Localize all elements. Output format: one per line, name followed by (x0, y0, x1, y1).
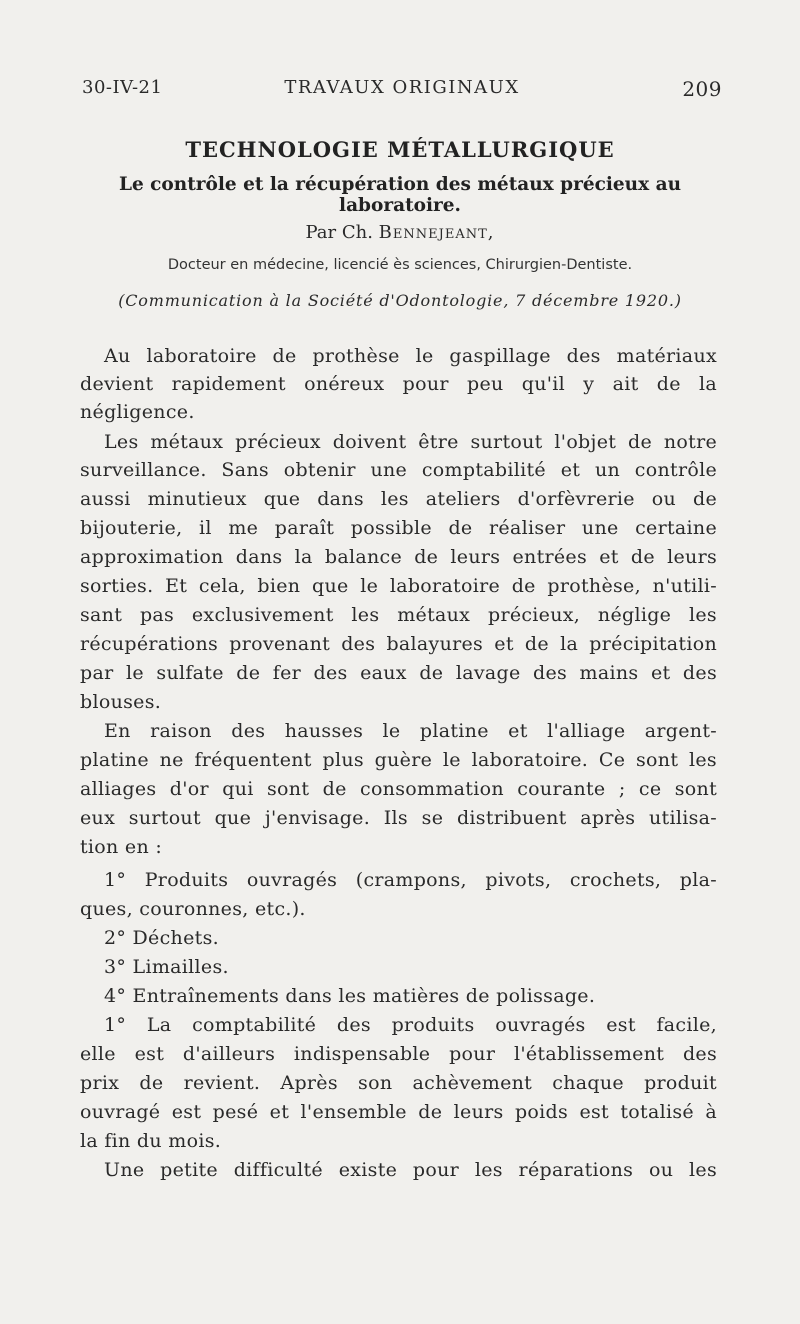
body-line: platine ne fréquentent plus guère le laboratoire. Ce sont les (80, 749, 717, 771)
body-line: En raison des hausses le platine et l'alliage argent- (104, 720, 717, 742)
body-line: ques, couronnes, etc.). (80, 898, 306, 920)
body-line: 4° Entraînements dans les matières de polissage. (104, 985, 596, 1007)
body-line: Au laboratoire de prothèse le gaspillage des matériaux (104, 345, 717, 367)
body-line: Les métaux précieux doivent être surtout l'objet de notre (104, 431, 717, 453)
body-line: la fin du mois. (80, 1130, 222, 1152)
body-line: tion en : (80, 836, 163, 858)
body-line: par le sulfate de fer des eaux de lavage des mains et des (80, 662, 717, 684)
body-line: aussi minutieux que dans les ateliers d'orfèvrerie ou de (80, 488, 717, 510)
body-line: négligence. (80, 401, 195, 423)
body-line: Une petite difficulté existe pour les réparations ou les (104, 1159, 717, 1181)
header-section: TRAVAUX ORIGINAUX (284, 77, 520, 98)
body-line: 3° Limailles. (104, 956, 229, 978)
body-line: prix de revient. Après son achèvement chaque produit (80, 1072, 717, 1094)
byline-prefix: Par Ch. (305, 222, 373, 243)
body-line: 1° La comptabilité des produits ouvragés est facile, (104, 1014, 717, 1036)
body-line: sorties. Et cela, bien que le laboratoire de prothèse, n'utili- (80, 575, 717, 597)
body-line: approximation dans la balance de leurs entrées et de leurs (80, 546, 717, 568)
body-line: eux surtout que j'envisage. Ils se distribuent après utilisa- (80, 807, 717, 829)
body-line: bijouterie, il me paraît possible de réaliser une certaine (80, 517, 717, 539)
body-line: elle est d'ailleurs indispensable pour l'établissement des (80, 1043, 717, 1065)
article-title: Le contrôle et la récupération des métaux précieux au laboratoire. (118, 174, 682, 216)
communication-note: (Communication à la Société d'Odontologie, 7 décembre 1920.) (118, 291, 682, 310)
body-line: devient rapidement onéreux pour peu qu'il y ait de la (80, 373, 717, 395)
body-line: blouses. (80, 691, 162, 713)
body-line: 2° Déchets. (104, 927, 219, 949)
running-header (82, 77, 722, 103)
body-line: sant pas exclusivement les métaux précieux, néglige les (80, 604, 717, 626)
body-line: 1° Produits ouvragés (crampons, pivots, crochets, pla- (104, 869, 717, 891)
body-line: alliages d'or qui sont de consommation courante ; ce sont (80, 778, 717, 800)
byline (0, 222, 800, 243)
page-number: 209 (682, 77, 722, 101)
body-line: récupérations provenant des balayures et de la précipitation (80, 633, 717, 655)
section-title: TECHNOLOGIE MÉTALLURGIQUE (185, 137, 615, 162)
author-credentials: Docteur en médecine, licencié ès sciences, Chirurgien-Dentiste. (167, 257, 633, 273)
body-line: surveillance. Sans obtenir une comptabilité et un contrôle (80, 459, 717, 481)
author-name: Bennejeant, (378, 222, 495, 243)
body-line: ouvragé est pesé et l'ensemble de leurs poids est totalisé à (80, 1101, 717, 1123)
header-date: 30-IV-21 (82, 77, 163, 98)
